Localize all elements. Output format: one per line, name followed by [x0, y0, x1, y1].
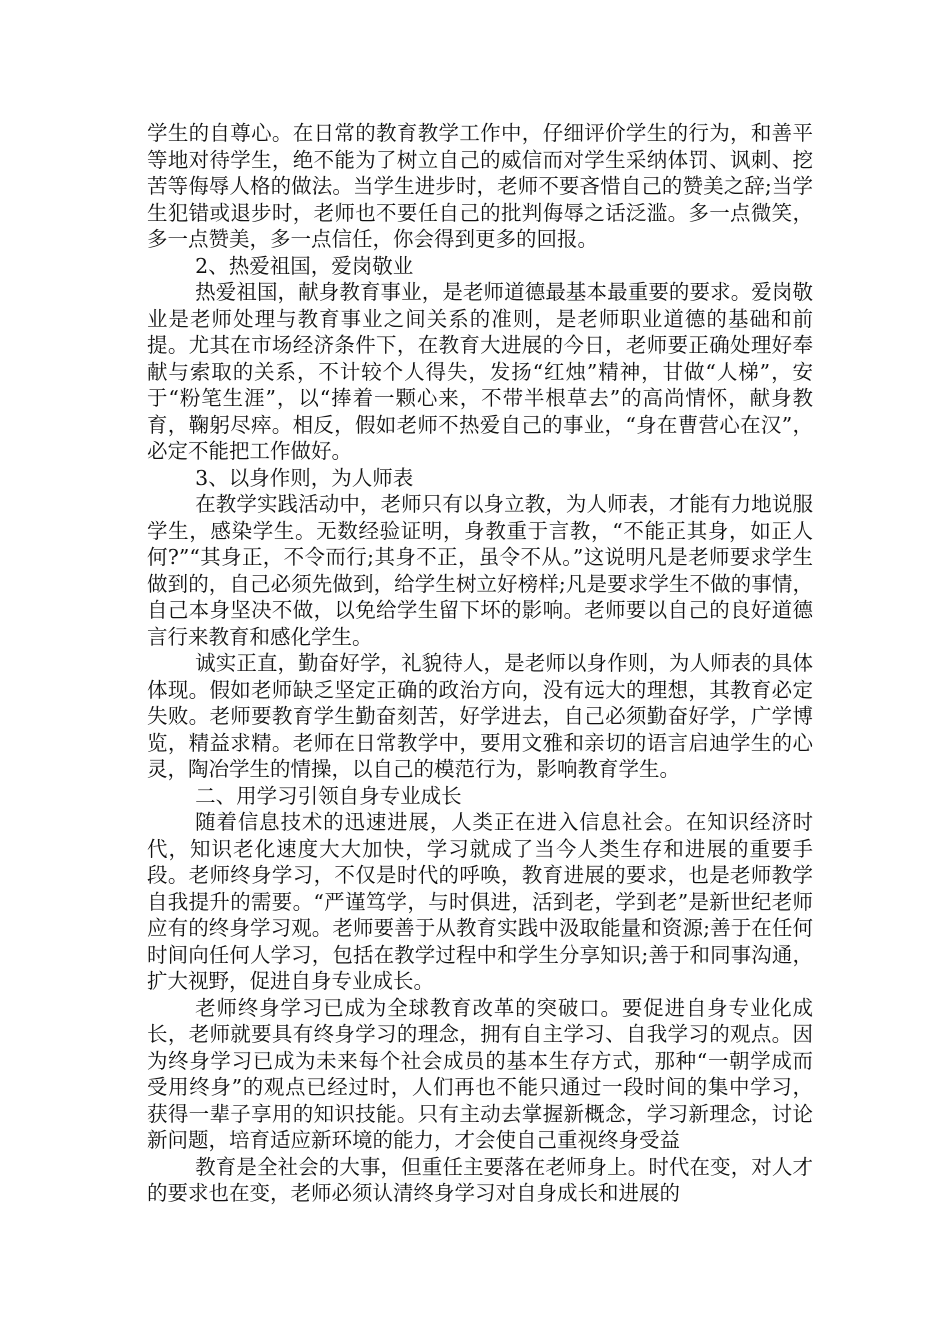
paragraph-learning-growth-2: 老师终身学习已成为全球教育改革的突破口。要促进自身专业化成长，老师就要具有终身学习的理念，拥有自主学习、自我学习的观点。因为终身学习已成为未来每个社会成员的基本生存方式，那种“一朝学成而受用终身”的观点已经过时，人们再也不能只通过一段时间的集中学习，获得一辈子享用的知识技能。只有主动去掌握新概念，学习新理念，讨论新问题，培育适应新环境的能力，才会使自己重视终身受益	[147, 995, 813, 1152]
document-body	[147, 120, 813, 1207]
section-heading-love-country: 2、热爱祖国，爱岗敬业	[195, 253, 414, 278]
paragraph-set-example-1: 在教学实践活动中，老师只有以身立教，为人师表，才能有力地说服学生，感染学生。无数经验证明，身教重于言教，“不能正其身，如正人何?”“其身正，不令而行;其身不正，虽令不从。”这说明凡是老师要求学生做到的，自己必须先做到，给学生树立好榜样;凡是要求学生不做的事情，自己本身坚决不做，以免给学生留下坏的影响。老师要以自己的良好道德言行来教育和感化学生。	[147, 492, 813, 649]
section-heading-learning-growth: 二、用学习引领自身专业成长	[195, 783, 462, 808]
paragraph-love-country: 热爱祖国，献身教育事业，是老师道德最基本最重要的要求。爱岗敬业是老师处理与教育事业之间关系的准则，是老师职业道德的基础和前提。尤其在市场经济条件下，在教育大进展的今日，老师要正确处理好奉献与索取的关系，不计较个人得失，发扬“红烛”精神，甘做“人梯”，安于“粉笔生涯”，以“捧着一颗心来，不带半根草去”的高尚情怀，献身教育，鞠躬尽瘁。相反，假如老师不热爱自己的事业，“身在曹营心在汉”，必定不能把工作做好。	[147, 280, 813, 463]
paragraph-learning-growth-3: 教育是全社会的大事，但重任主要落在老师身上。时代在变，对人才的要求也在变，老师必须认清终身学习对自身成长和进展的	[147, 1154, 813, 1205]
paragraph-learning-growth-1: 随着信息技术的迅速进展，人类正在进入信息社会。在知识经济时代，知识老化速度大大加快，学习就成了当今人类生存和进展的重要手段。老师终身学习，不仅是时代的呼唤，教育进展的要求，也是老师教学自我提升的需要。“严谨笃学，与时俱进，活到老，学到老”是新世纪老师应有的终身学习观。老师要善于从教育实践中汲取能量和资源;善于在任何时间向任何人学习，包括在教学过程中和学生分享知识;善于和同事沟通，扩大视野，促进自身专业成长。	[147, 810, 813, 993]
paragraph-set-example-2: 诚实正直，勤奋好学，礼貌待人，是老师以身作则，为人师表的具体体现。假如老师缺乏坚定正确的政治方向，没有远大的理想，其教育必定失败。老师要教育学生勤奋刻苦，好学进去，自己必须勤奋好学，广学博览，精益求精。老师在日常教学中，要用文雅和亲切的语言启迪学生的心灵，陶冶学生的情操，以自己的模范行为，影响教育学生。	[147, 651, 813, 781]
section-heading-set-example: 3、以身作则，为人师表	[195, 465, 414, 490]
paragraph-continued: 学生的自尊心。在日常的教育教学工作中，仔细评价学生的行为，和善平等地对待学生，绝不能为了树立自己的威信而对学生采纳体罚、讽刺、挖苦等侮辱人格的做法。当学生进步时，老师不要吝惜自己的赞美之辞;当学生犯错或退步时，老师也不要任自己的批判侮辱之话泛滥。多一点微笑，多一点赞美，多一点信任，你会得到更多的回报。	[147, 121, 813, 251]
